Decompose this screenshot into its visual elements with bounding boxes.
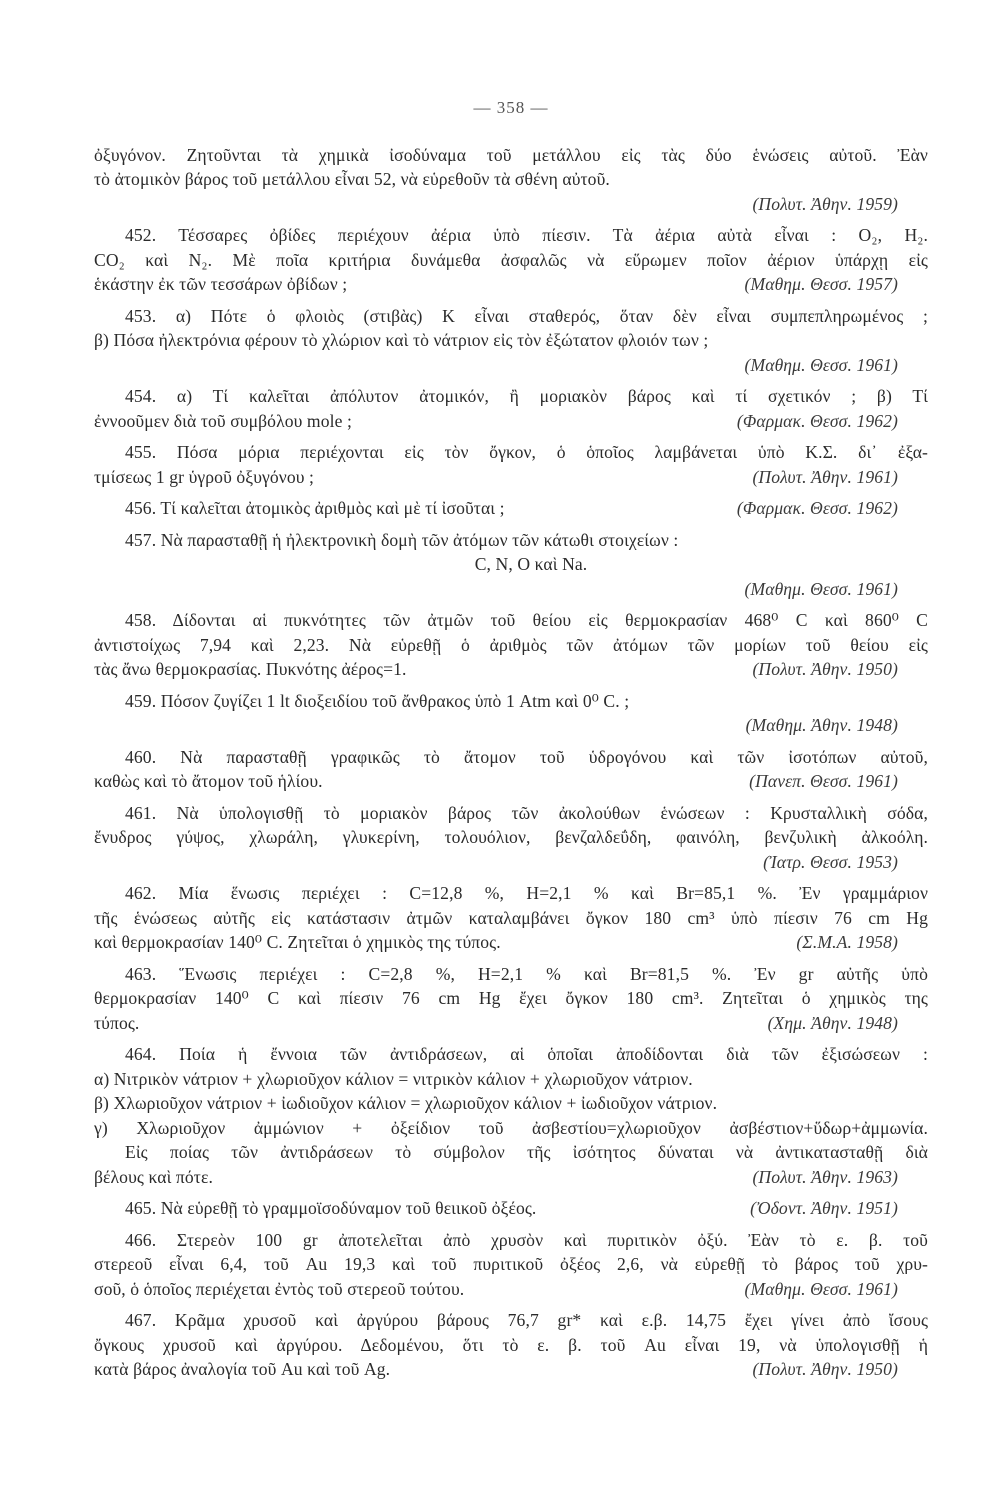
text-line: στερεοῦ εἶναι 6,4, τοῦ Au 19,3 καὶ τοῦ πυριτικοῦ ὀξέος 2,6, νὰ εὑρεθῇ τὸ βάρος τοῦ χρυ- (94, 1254, 928, 1274)
problem-number: 455. (125, 442, 157, 462)
text-line: 458. Δίδονται αἱ πυκνότητες τῶν ἀτμῶν τοῦ θείου εἰς θερμοκρασίαν 468⁰ C καὶ 860⁰ C (125, 610, 928, 630)
problem-453 (94, 304, 928, 378)
text-line: C, N, O καὶ Na. (474, 554, 588, 574)
problem-456 (94, 496, 928, 521)
text-line: τμίσεως 1 gr ὑγροῦ ὀξυγόνου ; (94, 466, 315, 487)
text-line: ἔνυδρος γύψος, χλωράλη, γλυκερίνη, τολουόλιον, βενζαλδεΰδη, φαινόλη, βενζυλικὴ ἀλκοόλη. (94, 827, 928, 847)
text-line-with-source (94, 409, 928, 434)
text-line: βέλους καὶ πότε. (94, 1166, 213, 1187)
text-line: ὀξυγόνον. Ζητοῦνται τὰ χημικὰ ἰσοδύναμα τοῦ μετάλλου εἰς τὰς δύο ἑνώσεις αὐτοῦ. Ἐὰν (94, 144, 928, 165)
text-line: 456. Τί καλεῖται ἀτομικὸς ἀριθμὸς καὶ μὲ τί ἰσοῦται ; (125, 498, 505, 518)
problem-number: 466. (125, 1229, 157, 1250)
source-citation: (Χημ. Ἀθην. 1948) (767, 1012, 898, 1033)
text-line: γ) Χλωριοῦχον ἀμμώνιον + ὀξείδιον τοῦ ἀσβεστίου=χλωριοῦχον ἀσβέστιον+ὕδωρ+ἀμμωνία. (94, 1117, 928, 1138)
source-citation: (Ἰατρ. Θεσσ. 1953) (763, 851, 898, 872)
text-line: 453. α) Πότε ὁ φλοιὸς (στιβὰς) K εἶναι σταθερός, ὅταν δὲν εἶναι συμπεπληρωμένος ; (125, 305, 928, 326)
source-citation: (Φαρμακ. Θεσσ. 1962) (736, 498, 898, 518)
text-line: καθὼς καὶ τὸ ἄτομον τοῦ ἡλίου. (94, 771, 323, 791)
text-line: τῆς ἑνώσεως αὐτῆς εἰς κατάστασιν ἀτμῶν καταλαμβάνει ὄγκον 180 cm³ ὑπὸ πίεσιν 76 cm Hg (94, 907, 928, 928)
text-line: 460. Νὰ παρασταθῇ γραφικῶς τὸ ἄτομον τοῦ ὑδρογόνου καὶ τῶν ἰσοτόπων αὐτοῦ, (125, 746, 928, 767)
text-line-with-source (94, 769, 928, 794)
source-citation: (Μαθημ. Θεσσ. 1961) (744, 354, 898, 375)
problem-458 (94, 608, 928, 682)
problem-467 (94, 1308, 928, 1382)
source-citation: (Μαθημ. Θεσσ. 1961) (744, 1278, 898, 1299)
text-line: 464. Ποία ἡ ἔννοια τῶν ἀντιδράσεων, αἱ ὁποῖαι ἀποδίδονται διὰ τῶν ἐξισώσεων : (125, 1044, 929, 1064)
problem-465 (94, 1196, 928, 1221)
intro-paragraph (94, 143, 928, 217)
text-line-with-source (94, 465, 928, 490)
problem-number: 465. (125, 1198, 157, 1218)
text-line: CO₂ καὶ N₂. Μὲ ποῖα κριτήρια δυνάμεθα ἀσφαλῶς νὰ εὕρωμεν ποῖον ἀέριον ὑπάρχῃ εἰς (94, 249, 928, 270)
text-line: ἑκάστην ἐκ τῶν τεσσάρων ὀβίδων ; (94, 274, 348, 294)
problem-number: 464. (125, 1044, 157, 1064)
text-line: καὶ θερμοκρασίαν 140⁰ C. Ζητεῖται ὁ χημικὸς της τύπος. (94, 932, 501, 952)
text-line-with-source (94, 272, 928, 297)
source-citation: (Πολυτ. Ἀθην. 1963) (752, 1166, 898, 1187)
text-line: ἀντιστοίχως 7,94 καὶ 2,23. Νὰ εὑρεθῇ ὁ ἀριθμὸς τῶν ἀτόμων τῶν μορίων τοῦ θείου εἰς (94, 634, 928, 655)
text-line: 455. Πόσα μόρια περιέχονται εἰς τὸν ὄγκον, ὁ ὁποῖος λαμβάνεται ὑπὸ Κ.Σ. δι᾽ ἐξα- (125, 442, 928, 462)
source-citation: (Μαθημ. Θεσσ. 1961) (744, 578, 898, 599)
problem-number: 454. (125, 386, 157, 406)
page-number: — 358 — (473, 98, 549, 117)
problem-number: 462. (125, 883, 157, 903)
problem-457 (94, 528, 928, 602)
text-line: 466. Στερεὸν 100 gr ἀποτελεῖται ἀπὸ χρυσὸν καὶ πυριτικὸν ὀξύ. Ἐὰν τὸ ε. β. τοῦ (125, 1229, 928, 1250)
text-line: 457. Νὰ παρασταθῇ ἡ ἠλεκτρονικὴ δομὴ τῶν ἀτόμων τῶν κάτωθι στοιχείων : (125, 529, 679, 550)
text-line: β) Πόσα ἠλεκτρόνια φέρουν τὸ χλώριον καὶ τὸ νάτριον εἰς τὸν ἐξώτατον φλοιόν των ; (94, 330, 709, 350)
problem-466 (94, 1228, 928, 1302)
text-line: Εἰς ποίας τῶν ἀντιδράσεων τὸ σύμβολον τῆς ἰσότητος δύναται νὰ ἀντικατασταθῇ διὰ (125, 1142, 928, 1162)
text-line: ὄγκους χρυσοῦ καὶ ἀργύρου. Δεδομένου, ὅτι τὸ ε. β. τοῦ Au εἶναι 19, νὰ ὑπολογισθῇ ἡ (94, 1334, 928, 1355)
text-line: θερμοκρασίαν 140⁰ C καὶ πίεσιν 76 cm Hg ἔχει ὄγκον 180 cm³. Ζητεῖται ὁ χημικὸς της (94, 988, 928, 1008)
source-citation: (Μαθημ. Ἀθην. 1948) (745, 715, 898, 735)
text-line: σοῦ, ὁ ὁποῖος περιέχεται ἐντὸς τοῦ στερεοῦ τούτου. (94, 1278, 465, 1299)
problem-459 (94, 689, 928, 738)
problem-number: 457. (125, 529, 157, 550)
text-line: 463. Ἕνωσις περιέχει : C=2,8 %, H=2,1 % καὶ Br=81,5 %. Ἐν gr αὐτῆς ὑπὸ (125, 963, 928, 984)
text-line-with-source (94, 657, 928, 682)
text-line-with-source (94, 1011, 928, 1036)
text-line: α) Νιτρικὸν νάτριον + χλωριοῦχον κάλιον = νιτρικὸν κάλιον + χλωριοῦχον νάτριον. (94, 1068, 693, 1089)
problem-number: 459. (125, 690, 157, 711)
problem-number: 452. (125, 225, 157, 245)
text-line: β) Χλωριοῦχον νάτριον + ἰωδιοῦχον κάλιον = χλωριοῦχον κάλιον + ἰωδιοῦχον νάτριον. (94, 1093, 718, 1113)
text-line-with-source (94, 1277, 928, 1302)
text-line-with-source (94, 1357, 928, 1382)
text-line: 467. Κρᾶμα χρυσοῦ καὶ ἀργύρου βάρους 76,7 gr* καὶ ε.β. 14,75 ἔχει γίνει ἀπὸ ἴσους (125, 1310, 929, 1330)
text-line: 462. Μία ἕνωσις περιέχει : C=12,8 %, H=2,1 % καὶ Br=85,1 %. Ἐν γραμμάριον (125, 883, 928, 903)
source-citation: (Ὀδοντ. Ἀθην. 1951) (750, 1198, 898, 1218)
problem-462 (94, 881, 928, 955)
problem-number: 461. (125, 802, 157, 823)
problem-452 (94, 223, 928, 297)
source-citation: (Πολυτ. Ἀθην. 1950) (752, 1359, 898, 1379)
text-line: 459. Πόσον ζυγίζει 1 lt διοξειδίου τοῦ ἄνθρακος ὑπὸ 1 Atm καὶ 0⁰ C. ; (125, 690, 630, 711)
text-line: ἐννοοῦμεν διὰ τοῦ συμβόλου mole ; (94, 410, 352, 431)
source-citation: (Πανεπ. Θεσσ. 1961) (749, 771, 898, 791)
problem-463 (94, 962, 928, 1036)
text-line-with-source (94, 930, 928, 955)
text-line: 454. α) Τί καλεῖται ἀπόλυτον ἀτομικόν, ἢ μοριακὸν βάρος καὶ τί σχετικόν ; β) Τί (125, 386, 928, 406)
problem-461 (94, 801, 928, 875)
problem-number: 460. (125, 746, 157, 767)
source-citation: (Σ.Μ.Α. 1958) (796, 932, 898, 952)
text-line: τὸ ἀτομικὸν βάρος τοῦ μετάλλου εἶναι 52, νὰ εὑρεθοῦν τὰ σθένη αὐτοῦ. (94, 169, 610, 189)
document-page (94, 96, 928, 1382)
text-line-with-source (94, 496, 928, 521)
source-citation: (Μαθημ. Θεσσ. 1957) (744, 274, 898, 294)
text-line: 461. Νὰ ὑπολογισθῇ τὸ μοριακὸν βάρος τῶν ἀκολούθων ἑνώσεων : Κρυσταλλικὴ σόδα, (125, 802, 928, 823)
problem-number: 456. (125, 498, 157, 518)
problem-number: 467. (125, 1310, 157, 1330)
text-line: τύπος. (94, 1012, 140, 1033)
problem-number: 458. (125, 610, 157, 630)
text-line: τὰς ἄνω θερμοκρασίας. Πυκνότης ἀέρος=1. (94, 659, 407, 679)
source-citation: (Πολυτ. Ἀθην. 1961) (752, 466, 898, 487)
text-line: κατὰ βάρος ἀναλογία τοῦ Au καὶ τοῦ Ag. (94, 1359, 391, 1379)
source-citation: (Πολυτ. Ἀθην. 1959) (752, 193, 898, 214)
text-line: 452. Τέσσαρες ὀβίδες περιέχουν ἀέρια ὑπὸ πίεσιν. Τὰ ἀέρια αὐτὰ εἶναι : O₂, H₂. (125, 225, 928, 245)
source-citation: (Πολυτ. Ἀθην. 1950) (752, 659, 898, 679)
problem-number: 453. (125, 305, 157, 326)
problem-464 (94, 1042, 928, 1189)
problem-number: 463. (125, 963, 157, 984)
problem-460 (94, 745, 928, 794)
text-line-with-source (94, 1165, 928, 1190)
text-line: 465. Νὰ εὑρεθῇ τὸ γραμμοϊσοδύναμον τοῦ θειικοῦ ὀξέος. (125, 1198, 537, 1218)
problem-455 (94, 440, 928, 489)
problem-454 (94, 384, 928, 433)
source-citation: (Φαρμακ. Θεσσ. 1962) (736, 410, 898, 431)
text-line-with-source (94, 1196, 928, 1221)
